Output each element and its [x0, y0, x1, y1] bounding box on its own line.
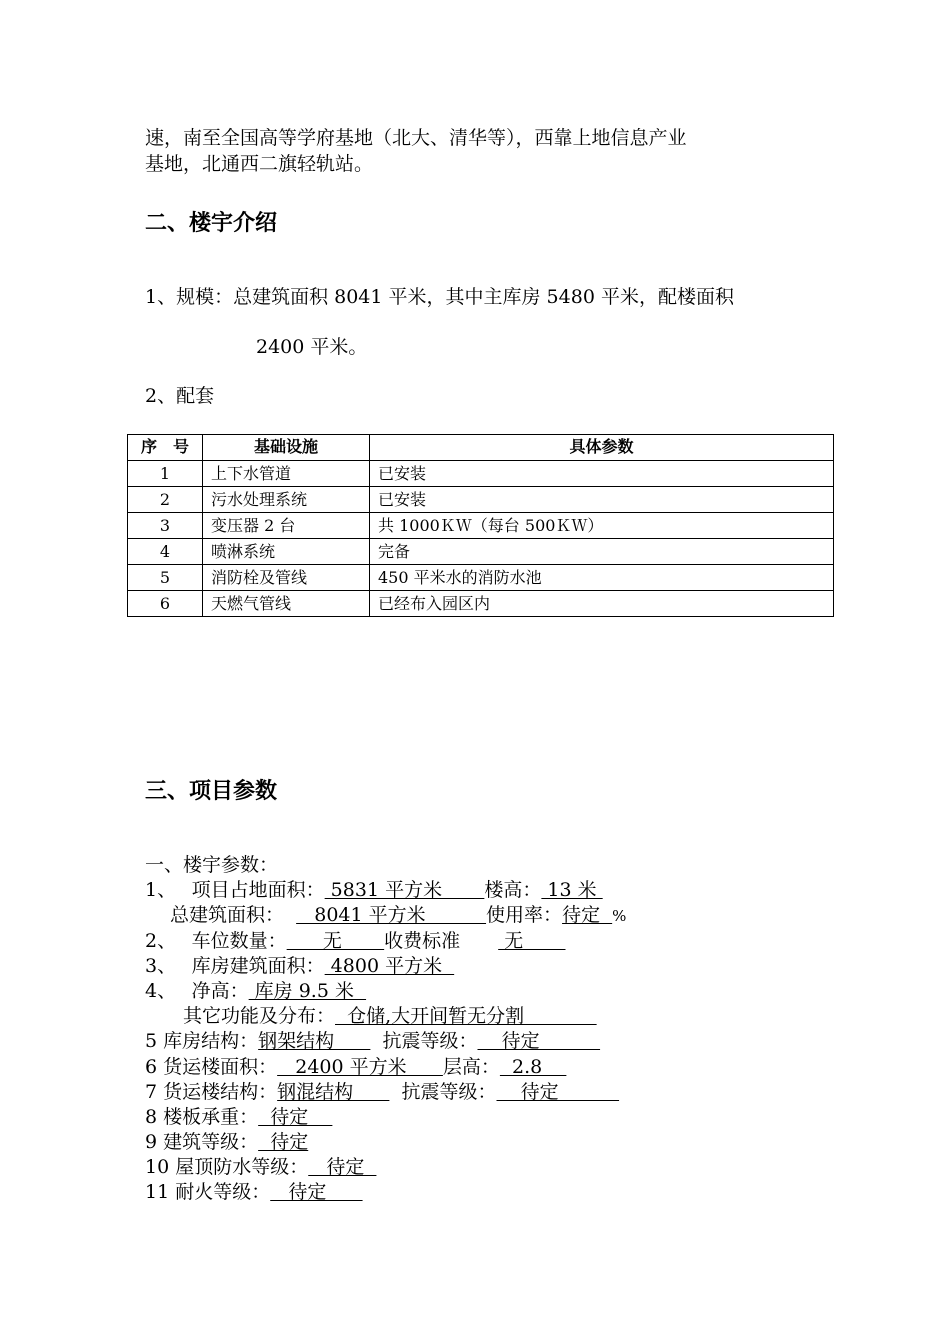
- param-row-warehouse-area: [145, 954, 626, 979]
- row-number: 5: [128, 565, 203, 591]
- facilities-table: [127, 434, 834, 617]
- param-row-building-grade: [145, 1130, 626, 1155]
- param-label: 收费标准: [384, 929, 499, 952]
- param-row-warehouse-structure: [145, 1029, 626, 1054]
- param-value-floor-height: 2.8: [499, 1055, 567, 1078]
- param-label: 2、 车位数量：: [145, 929, 287, 952]
- param-value-roof-waterproof: 待定: [308, 1156, 377, 1179]
- param-value-building-grade: 待定: [258, 1131, 309, 1154]
- param-label: 7 货运楼结构：: [145, 1080, 278, 1103]
- param-value-land-area: 5831 平方米: [324, 879, 485, 902]
- table-row: [128, 539, 834, 565]
- intro-line-2: 基地，北通西二旗轻轨站。: [145, 153, 374, 175]
- row-facility: 变压器 2 台: [203, 513, 370, 539]
- param-row-land-area: [145, 878, 626, 903]
- param-row-freight-area: [145, 1055, 626, 1080]
- param-value-seismic-grade: 待定: [496, 1080, 620, 1103]
- param-row-other-functions: [145, 1004, 626, 1029]
- table-row: [128, 487, 834, 513]
- param-label: 9 建筑等级：: [145, 1131, 259, 1154]
- row-number: 4: [128, 539, 203, 565]
- param-value-parking: 无: [286, 929, 385, 952]
- param-unit: %: [612, 907, 627, 926]
- param-label: 5 库房结构：: [145, 1030, 259, 1053]
- param-value-fee: 无: [498, 929, 566, 952]
- row-number: 3: [128, 513, 203, 539]
- param-row-total-area: [145, 903, 626, 928]
- row-facility: 天燃气管线: [203, 591, 370, 617]
- header-detail: 具体参数: [370, 435, 834, 461]
- param-label: 11 耐火等级：: [145, 1181, 271, 1204]
- row-facility: 上下水管道: [203, 461, 370, 487]
- row-facility: 污水处理系统: [203, 487, 370, 513]
- param-row-clear-height: [145, 979, 626, 1004]
- scale-line-2: 2400 平米。: [256, 336, 368, 358]
- param-label: 使用率：: [486, 904, 563, 927]
- table-row: [128, 591, 834, 617]
- project-parameters: [145, 853, 626, 1206]
- param-label: 4、 净高：: [145, 979, 249, 1002]
- row-detail: 已安装: [370, 487, 834, 513]
- header-number: 序 号: [128, 435, 203, 461]
- param-label: 楼高：: [484, 879, 542, 902]
- param-label: 6 货运楼面积：: [145, 1055, 278, 1078]
- row-facility: 喷淋系统: [203, 539, 370, 565]
- table-row: [128, 461, 834, 487]
- param-label: 层高：: [442, 1055, 500, 1078]
- param-value-freight-structure: 钢混结构: [277, 1080, 390, 1103]
- row-detail: 已经布入园区内: [370, 591, 834, 617]
- param-label: 8 楼板承重：: [145, 1105, 259, 1128]
- row-number: 1: [128, 461, 203, 487]
- row-facility: 消防栓及管线: [203, 565, 370, 591]
- row-detail: 共 1000ＫＷ（每台 500ＫＷ）: [370, 513, 834, 539]
- param-row-floor-load: [145, 1105, 626, 1130]
- params-subheading: 一、楼宇参数：: [145, 854, 279, 876]
- param-value-usage-rate: 待定: [562, 904, 613, 927]
- header-facility: 基础设施: [203, 435, 370, 461]
- param-value-floor-load: 待定: [258, 1105, 333, 1128]
- param-value-freight-area: 2400 平方米: [277, 1055, 443, 1078]
- param-row-freight-structure: [145, 1080, 626, 1105]
- param-value-clear-height: 库房 9.5 米: [248, 979, 367, 1002]
- param-value-fire-rating: 待定: [270, 1181, 363, 1204]
- row-detail: 已安装: [370, 461, 834, 487]
- param-row-roof-waterproof: [145, 1155, 626, 1180]
- param-value-other-functions: 仓储,大开间暂无分割: [335, 1005, 597, 1028]
- param-label: 抗震等级：: [401, 1080, 497, 1103]
- table-header-row: [128, 435, 834, 461]
- param-row-parking: [145, 929, 626, 954]
- param-label: 抗震等级：: [382, 1030, 478, 1053]
- row-detail: 450 平米水的消防水池: [370, 565, 834, 591]
- param-value-height: 13 米: [541, 879, 603, 902]
- param-label: 3、 库房建筑面积：: [145, 954, 325, 977]
- param-label: 总建筑面积：: [145, 904, 297, 927]
- param-label: 10 屋顶防水等级：: [145, 1156, 309, 1179]
- param-row-fire-rating: [145, 1180, 626, 1205]
- section-heading-project-params: 三、项目参数: [145, 778, 278, 803]
- param-value-warehouse-structure: 钢架结构: [258, 1030, 371, 1053]
- facilities-label: 2、配套: [145, 385, 215, 407]
- param-label: 1、 项目占地面积：: [145, 879, 325, 902]
- param-value-warehouse-area: 4800 平方米: [324, 954, 455, 977]
- intro-line-1: 速，南至全国高等学府基地（北大、清华等），西靠上地信息产业: [145, 127, 687, 149]
- row-number: 2: [128, 487, 203, 513]
- param-value-seismic-grade: 待定: [477, 1030, 601, 1053]
- table-row: [128, 565, 834, 591]
- param-value-total-area: 8041 平方米: [296, 904, 487, 927]
- table-row: [128, 513, 834, 539]
- scale-line-1: 1、规模：总建筑面积 8041 平米，其中主库房 5480 平米，配楼面积: [145, 286, 734, 308]
- section-heading-building-intro: 二、楼宇介绍: [145, 210, 278, 235]
- param-label: 其它功能及分布：: [145, 1005, 336, 1028]
- row-number: 6: [128, 591, 203, 617]
- row-detail: 完备: [370, 539, 834, 565]
